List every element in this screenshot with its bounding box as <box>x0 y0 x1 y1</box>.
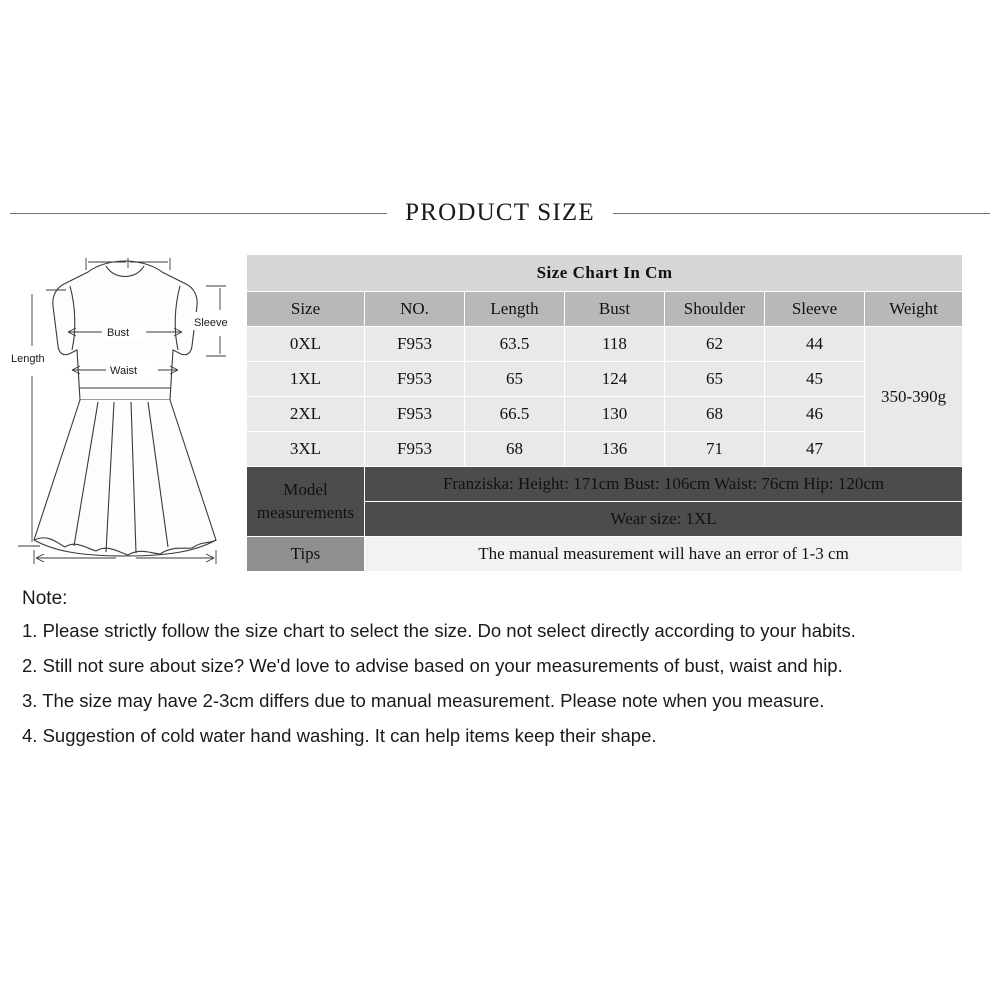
model-label-line2: measurements <box>256 502 355 522</box>
label-bust: Bust <box>107 327 130 339</box>
page-title <box>10 196 990 230</box>
note-item-1: 1. Please strictly follow the size chart to select the size. Do not select directly according to your habits. <box>22 620 856 641</box>
cell-sleeve: 44 <box>765 327 865 362</box>
table-header-row <box>247 292 963 327</box>
col-header-sleeve: Sleeve <box>765 292 865 327</box>
cell-no: F953 <box>365 397 465 432</box>
table-row <box>247 397 963 432</box>
col-header-shoulder: Shoulder <box>665 292 765 327</box>
title-rule-left <box>10 213 387 214</box>
cell-size: 3XL <box>247 432 365 467</box>
cell-sleeve: 45 <box>765 362 865 397</box>
table-caption: Size Chart In Cm <box>247 255 963 292</box>
cell-sleeve: 47 <box>765 432 865 467</box>
size-chart-table <box>246 254 962 572</box>
title-rule-right <box>613 213 990 214</box>
cell-weight: 350-390g <box>865 327 963 467</box>
table-row <box>247 432 963 467</box>
note-item-2: 2. Still not sure about size? We'd love to advise based on your measurements of bust, waist and hip. <box>22 655 843 676</box>
cell-bust: 130 <box>565 397 665 432</box>
col-header-size: Size <box>247 292 365 327</box>
cell-size: 2XL <box>247 397 365 432</box>
cell-size: 0XL <box>247 327 365 362</box>
cell-no: F953 <box>365 327 465 362</box>
label-waist: Waist <box>110 365 138 377</box>
cell-no: F953 <box>365 362 465 397</box>
cell-bust: 136 <box>565 432 665 467</box>
cell-length: 65 <box>465 362 565 397</box>
cell-sleeve: 46 <box>765 397 865 432</box>
cell-shoulder: 65 <box>665 362 765 397</box>
col-header-no: NO. <box>365 292 465 327</box>
dress-diagram <box>10 250 240 570</box>
col-header-bust: Bust <box>565 292 665 327</box>
note-item-3: 3. The size may have 2-3cm differs due to manual measurement. Please note when you measure. <box>22 690 825 711</box>
label-sleeve: Sleeve <box>194 317 228 329</box>
table-row <box>247 362 963 397</box>
table-row <box>247 327 963 362</box>
cell-size: 1XL <box>247 362 365 397</box>
notes-title: Note: <box>22 588 68 609</box>
label-length: Length <box>11 353 45 365</box>
cell-shoulder: 68 <box>665 397 765 432</box>
cell-length: 66.5 <box>465 397 565 432</box>
cell-no: F953 <box>365 432 465 467</box>
cell-shoulder: 62 <box>665 327 765 362</box>
cell-bust: 118 <box>565 327 665 362</box>
notes-section <box>22 588 982 760</box>
tips-text: The manual measurement will have an error of 1-3 cm <box>365 537 963 572</box>
cell-length: 63.5 <box>465 327 565 362</box>
table-caption-row <box>247 255 963 292</box>
note-item-4: 4. Suggestion of cold water hand washing. It can help items keep their shape. <box>22 725 657 746</box>
col-header-weight: Weight <box>865 292 963 327</box>
cell-length: 68 <box>465 432 565 467</box>
tips-label: Tips <box>247 537 365 572</box>
model-measurements-row-1 <box>247 467 963 502</box>
col-header-length: Length <box>465 292 565 327</box>
model-measurements-label <box>247 467 365 537</box>
cell-shoulder: 71 <box>665 432 765 467</box>
model-measurements-line2: Wear size: 1XL <box>365 502 963 537</box>
model-measurements-line1: Franziska: Height: 171cm Bust: 106cm Waist: 76cm Hip: 120cm <box>365 467 963 502</box>
model-label-line1: Model <box>283 479 328 499</box>
tips-row <box>247 537 963 572</box>
cell-bust: 124 <box>565 362 665 397</box>
page-title-text: PRODUCT SIZE <box>405 199 595 226</box>
